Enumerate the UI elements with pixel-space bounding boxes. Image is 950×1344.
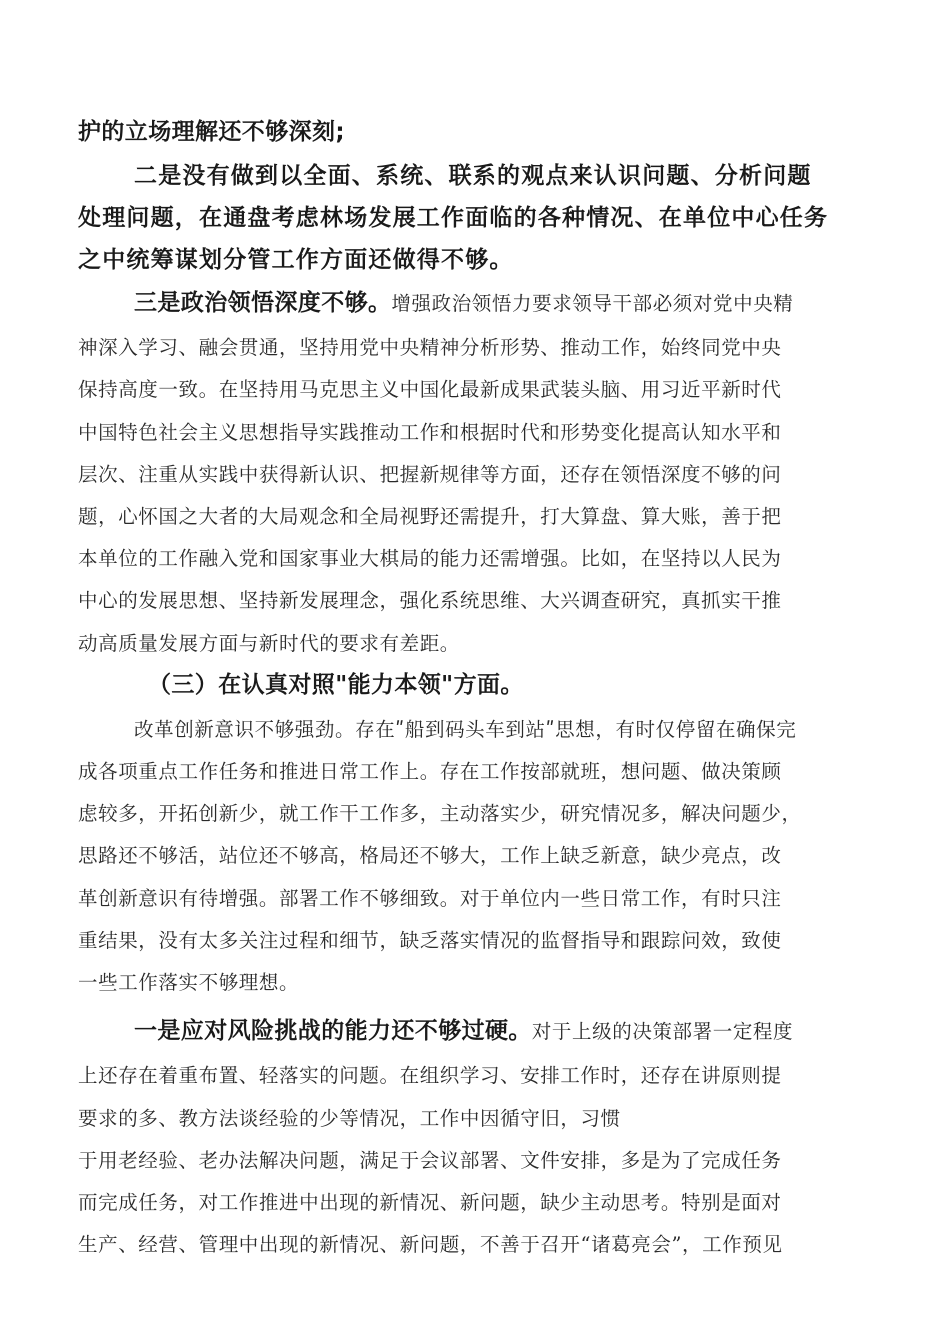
- text-line: 上还存在着重布置、轻落实的问题。在组织学习、安排工作时，还存在讲原则提: [78, 1064, 782, 1088]
- paragraph-3-lead: 三是政治领悟深度不够。: [134, 290, 392, 316]
- text-line: 生产、经营、管理中出现的新情况、新问题，不善于召开“诸葛亮会”，工作预见: [78, 1233, 783, 1257]
- text-line: 保持高度一致。在坚持用马克思主义中国化最新成果武装头脑、用习近平新时代: [78, 378, 782, 402]
- paragraph-2: [78, 155, 872, 281]
- text-line: 二是没有做到以全面、系统、联系的观点来认识问题、分析问题: [134, 163, 812, 189]
- paragraph-3-first-rest: 增强政治领悟力要求领导干部必须对党中央精: [391, 292, 794, 315]
- paragraph-5-lead: 一是应对风险挑战的能力还不够过硬。: [134, 1018, 532, 1045]
- text-line: 层次、注重从实践中获得新认识、把握新规律等方面，还存在领悟深度不够的问: [78, 462, 782, 486]
- text-line: 处理问题，在通盘考虑林场发展工作面临的各种情况、在单位中心任务: [78, 205, 829, 231]
- text-line: 中国特色社会主义思想指导实践推动工作和根据时代和形势变化提高认知水平和: [78, 420, 782, 444]
- paragraph-5-first-line: [78, 1010, 872, 1055]
- text-line: 于用老经验、老办法解决问题，满足于会议部署、文件安排，多是为了完成任务: [78, 1148, 782, 1172]
- paragraph-3-first-line: [78, 282, 872, 327]
- text-line: 而完成任务，对工作推进中出现的新情况、新问题，缺少主动思考。特别是面对: [78, 1191, 782, 1215]
- text-line: 中心的发展思想、坚持新发展理念，强化系统思维、大兴调查研究，真抓实干推: [78, 589, 782, 613]
- paragraph-3: [78, 282, 872, 665]
- section-heading-text: （三）在认真对照"能力本领"方面。: [148, 671, 524, 698]
- paragraph-5: [78, 1010, 872, 1266]
- text-line: 神深入学习、融会贯通，坚持用党中央精神分析形势、推动工作，始终同党中央: [78, 336, 782, 360]
- text-line: 本单位的工作融入党和国家事业大棋局的能力还需增强。比如，在坚持以人民为: [78, 547, 782, 571]
- text-line: 革创新意识有待增强。部署工作不够细致。对于单位内一些日常工作，有时只注: [78, 886, 782, 910]
- paragraph-4: [78, 709, 872, 1004]
- paragraph-5-first-rest: 对于上级的决策部署一定程度: [531, 1020, 794, 1044]
- text-line: 思路还不够活，站位还不够高，格局还不够大，工作上缺乏新意，缺少亮点，改: [78, 844, 782, 868]
- text-line: 之中统筹谋划分管工作方面还做得不够。: [78, 247, 514, 273]
- text-line: 成各项重点工作任务和推进日常工作上。存在工作按部就班，想问题、做决策顾: [78, 760, 782, 784]
- text-line: 要求的多、教方法谈经验的少等情况，工作中因循守旧，习惯: [78, 1106, 621, 1130]
- text-line: 一些工作落实不够理想。: [78, 971, 300, 995]
- text-line: 题，心怀国之大者的大局观念和全局视野还需提升，打大算盘、算大账，善于把: [78, 505, 782, 529]
- section-heading: [78, 665, 872, 705]
- text-line: 护的立场理解还不够深刻;: [78, 119, 345, 145]
- document-page: [78, 112, 872, 1266]
- text-line: 改革创新意识不够强劲。存在ʺ船到码头车到站ʺ思想，有时仅停留在确保完: [134, 717, 797, 741]
- text-line: 虑较多，开拓创新少，就工作干工作多，主动落实少，研究情况多，解决问题少，: [78, 802, 802, 826]
- paragraph-1: [78, 112, 872, 152]
- text-line: 动高质量发展方面与新时代的要求有差距。: [78, 631, 460, 655]
- text-line: 重结果，没有太多关注过程和细节，缺乏落实情况的监督指导和跟踪问效，致使: [78, 928, 782, 952]
